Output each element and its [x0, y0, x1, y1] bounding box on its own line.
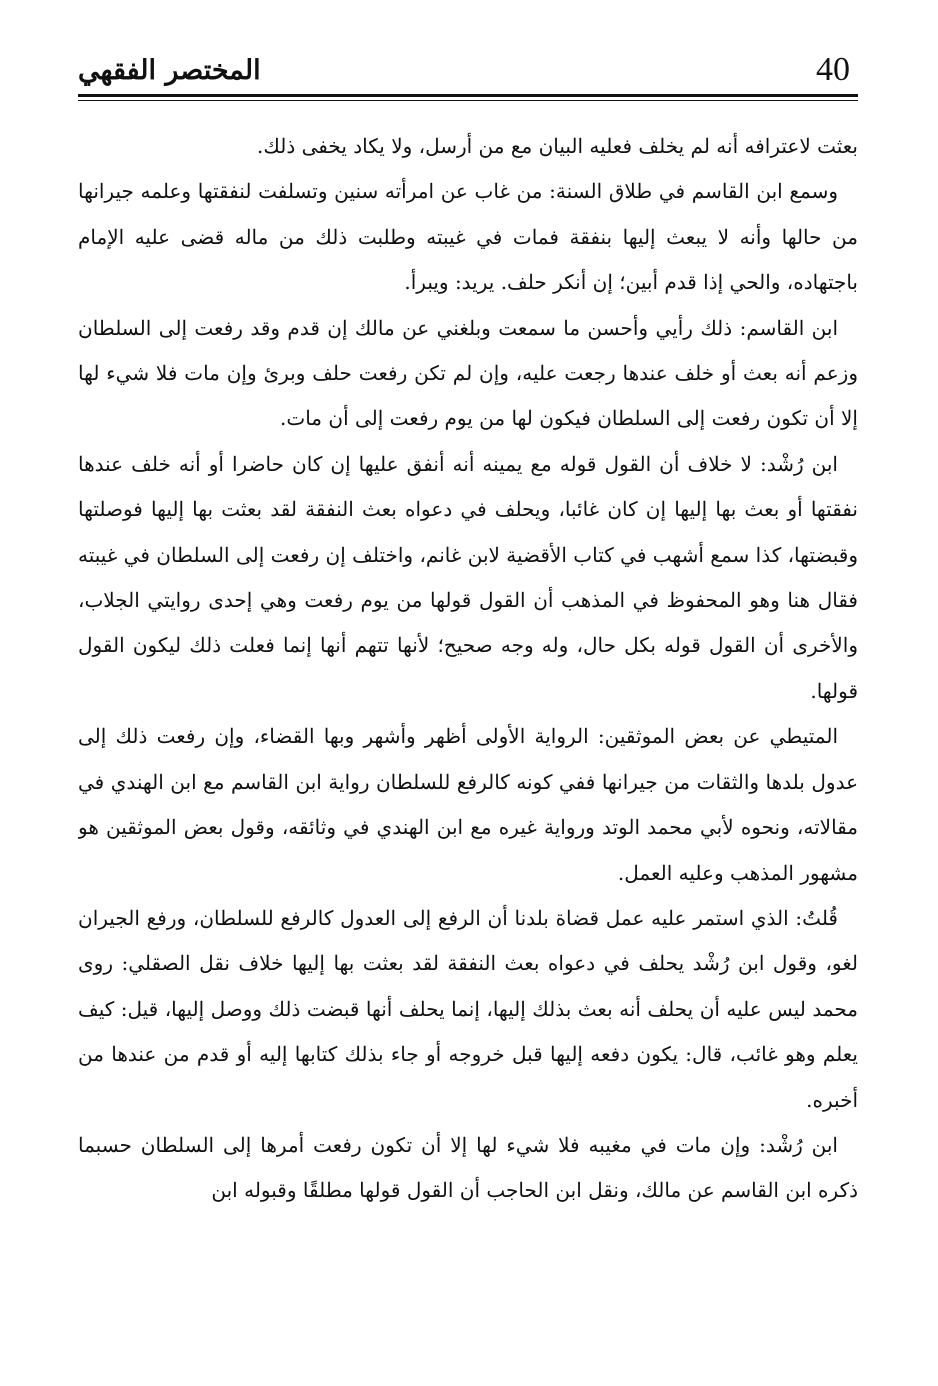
- paragraph: قُلتُ: الذي استمر عليه عمل قضاة بلدنا أن الرفع إلى العدول كالرفع للسلطان، ورفع الجيران لغو، وقول ابن رُشْد يحلف في دعواه بعث النفقة لقد بعثت بها إليها خلاف نقل الصقلي: روى محمد ليس عليه أن يحلف أنه بعث بذلك إليها، إنما يحلف أنها قبضت ذلك ووصل إليها، قيل: كيف يعلم وهو غائب، قال: يكون دفعه إليها قبل خروجه أو جاء بذلك كتابها إليه أو قدم من عندها من أخبره.: [78, 905, 858, 1112]
- book-title: المختصر الفقهي: [78, 55, 261, 86]
- header-rule: [78, 94, 858, 97]
- paragraph: المتيطي عن بعض الموثقين: الرواية الأولى أظهر وأشهر وبها القضاء، وإن رفعت ذلك إلى عدول بلدها والثقات من جيرانها ففي كونه كالرفع للسلطان رواية ابن القاسم مع ابن الهندي في مقالاته، ونحوه لأبي محمد الوتد ورواية غيره مع ابن الهندي في وثائقه، وقول بعض الموثقين هو مشهور المذهب وعليه العمل.: [78, 724, 858, 885]
- paragraph: ابن رُشْد: لا خلاف أن القول قوله مع يمينه أنه أنفق عليها إن كان حاضرا أو أنه خلف عندها نفقتها أو بعث بها إليها إن كان غائبا، ويحلف في دعواه بعث النفقة لقد بعثت بها إليها فوصلتها وقبضتها، كذا سمع أشهب في كتاب الأقضية لابن غانم، واختلف إن رفعت إلى السلطان في غيبته فقال هنا وهو المحفوظ في المذهب أن القول قولها من يوم رفعت وهي إحدى روايتي الجلاب، والأخرى أن القول قوله بكل حال، وله وجه صحيح؛ لأنها تتهم أنها إنما فعلت ذلك ليكون القول قولها.: [78, 451, 858, 703]
- page-body: [78, 124, 858, 1364]
- paragraph: بعثت لاعترافه أنه لم يخلف فعليه البيان مع من أرسل، ولا يكاد يخفى ذلك.: [257, 134, 858, 158]
- page-number: 40: [816, 51, 850, 88]
- paragraph: وسمع ابن القاسم في طلاق السنة: من غاب عن امرأته سنين وتسلفت لنفقتها وعلمه جيرانها من حالها وأنه لا يبعث إليها بنفقة فمات في غيبته وطلبت ذلك من ماله قضى عليه الإمام باجتهاده، والحي إذا قدم أبين؛ إن أنكر حلف. يريد: ويبرأ.: [78, 179, 858, 295]
- page-header: [78, 50, 858, 100]
- paragraph: ابن رُشْد: وإن مات في مغيبه فلا شيء لها إلا أن تكون رفعت أمرها إلى السلطان حسبما ذكره ابن القاسم عن مالك، ونقل ابن الحاجب أن القول قولها مطلقًا وقبوله ابن: [78, 1132, 858, 1203]
- paragraph: ابن القاسم: ذلك رأيي وأحسن ما سمعت وبلغني عن مالك إن قدم وقد رفعت إلى السلطان وزعم أنه بعث أو خلف عندها رجعت عليه، وإن لم تكن رفعت حلف وبرئ وإن مات فلا شيء لها إلا أن تكون رفعت إلى السلطان فيكون لها من يوم رفعت إلى أن مات.: [78, 315, 858, 431]
